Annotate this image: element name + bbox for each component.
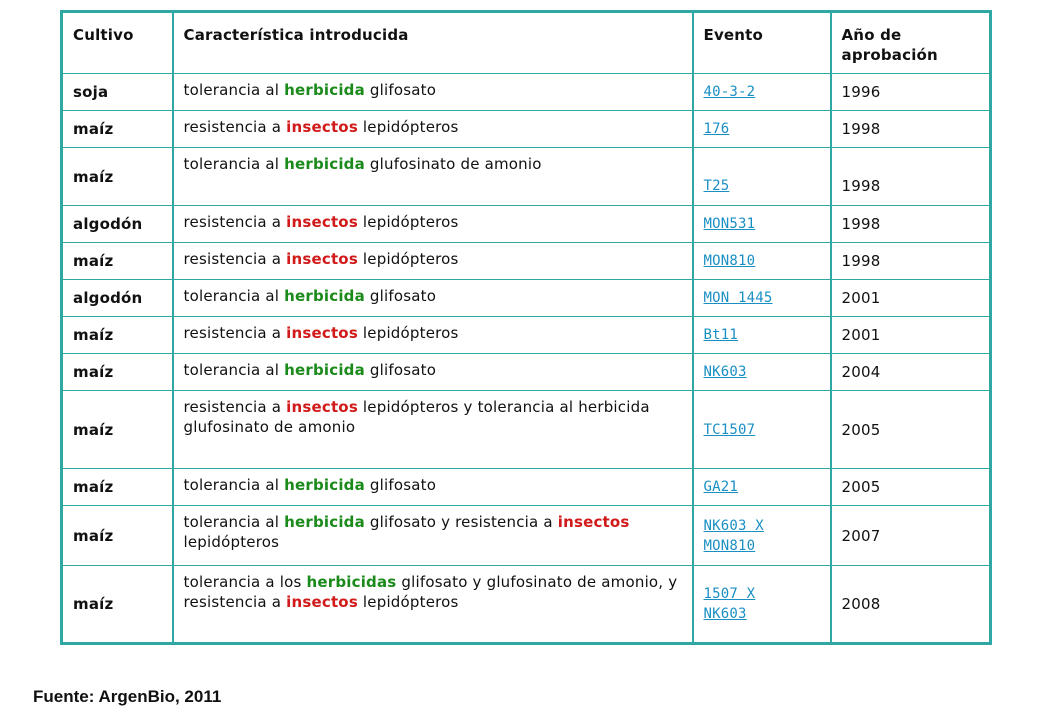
year-cell: 1998 (831, 243, 991, 280)
crop-cell: maíz (62, 317, 173, 354)
feature-cell: tolerancia al herbicida glifosato (173, 354, 693, 391)
feature-cell: resistencia a insectos lepidópteros y tolerancia al herbicida glufosinato de amonio (173, 391, 693, 469)
event-cell (693, 111, 831, 148)
header-feature: Característica introducida (173, 12, 693, 74)
year-cell: 2001 (831, 280, 991, 317)
table-row (62, 74, 991, 111)
event-cell (693, 354, 831, 391)
keyword-insects: insectos (286, 213, 358, 231)
crop-cell: maíz (62, 354, 173, 391)
table-header-row (62, 12, 991, 74)
crop-cell: algodón (62, 206, 173, 243)
crop-cell: maíz (62, 148, 173, 206)
event-cell (693, 280, 831, 317)
table-row (62, 243, 991, 280)
keyword-herbicide: herbicida (284, 361, 365, 379)
gm-crops-approval-table (60, 10, 992, 645)
feature-cell: tolerancia al herbicida glifosato y resistencia a insectos lepidópteros (173, 506, 693, 566)
feature-cell: tolerancia al herbicida glifosato (173, 74, 693, 111)
feature-cell: resistencia a insectos lepidópteros (173, 111, 693, 148)
event-link[interactable]: T25 (703, 177, 730, 194)
keyword-herbicide: herbicida (284, 513, 365, 531)
event-cell (693, 243, 831, 280)
event-cell (693, 566, 831, 644)
header-year: Año de aprobación (831, 12, 991, 74)
year-cell: 2005 (831, 391, 991, 469)
year-cell: 1998 (831, 111, 991, 148)
event-link[interactable]: NK603 X MON810 (703, 517, 764, 554)
feature-cell: resistencia a insectos lepidópteros (173, 317, 693, 354)
event-cell (693, 206, 831, 243)
event-cell (693, 317, 831, 354)
keyword-insects: insectos (286, 324, 358, 342)
table-row (62, 469, 991, 506)
keyword-herbicide: herbicida (284, 155, 365, 173)
table-row (62, 506, 991, 566)
feature-cell: resistencia a insectos lepidópteros (173, 206, 693, 243)
feature-cell: tolerancia a los herbicidas glifosato y glufosinato de amonio, y resistencia a insectos lepidópteros (173, 566, 693, 644)
crop-cell: algodón (62, 280, 173, 317)
feature-cell: tolerancia al herbicida glifosato (173, 280, 693, 317)
year-cell: 2004 (831, 354, 991, 391)
event-link[interactable]: Bt11 (703, 327, 739, 343)
event-link[interactable]: 40-3-2 (703, 84, 756, 100)
year-cell: 2008 (831, 566, 991, 644)
event-cell (693, 148, 831, 206)
feature-cell: tolerancia al herbicida glifosato (173, 469, 693, 506)
keyword-herbicide: herbicida (284, 81, 365, 99)
event-cell (693, 469, 831, 506)
crop-cell: soja (62, 74, 173, 111)
event-link[interactable]: MON 1445 (703, 290, 773, 306)
crop-cell: maíz (62, 391, 173, 469)
table-row (62, 280, 991, 317)
table-row (62, 317, 991, 354)
table-row (62, 206, 991, 243)
table-row (62, 566, 991, 644)
keyword-insects: insectos (286, 398, 358, 416)
keyword-insects: insectos (286, 593, 358, 611)
event-cell (693, 506, 831, 566)
table-row (62, 111, 991, 148)
event-link[interactable]: GA21 (703, 479, 739, 495)
keyword-herbicides: herbicidas (306, 573, 397, 591)
event-link[interactable]: MON810 (703, 253, 756, 269)
feature-cell: resistencia a insectos lepidópteros (173, 243, 693, 280)
year-cell: 1998 (831, 206, 991, 243)
event-link[interactable]: NK603 (703, 364, 747, 380)
keyword-insects: insectos (557, 513, 630, 531)
table-row (62, 391, 991, 469)
event-link[interactable]: TC1507 (703, 421, 756, 438)
header-crop: Cultivo (62, 12, 173, 74)
year-cell: 2001 (831, 317, 991, 354)
event-cell (693, 391, 831, 469)
crop-cell: maíz (62, 566, 173, 644)
approval-table-container (60, 10, 989, 645)
crop-cell: maíz (62, 469, 173, 506)
keyword-insects: insectos (286, 118, 358, 136)
event-cell (693, 74, 831, 111)
event-link[interactable]: MON531 (703, 216, 756, 232)
keyword-herbicide: herbicida (284, 476, 365, 494)
year-cell: 2005 (831, 469, 991, 506)
crop-cell: maíz (62, 243, 173, 280)
year-cell: 2007 (831, 506, 991, 566)
crop-cell: maíz (62, 111, 173, 148)
table-row (62, 354, 991, 391)
header-event: Evento (693, 12, 831, 74)
crop-cell: maíz (62, 506, 173, 566)
year-cell: 1998 (831, 148, 991, 206)
table-row (62, 148, 991, 206)
keyword-herbicide: herbicida (284, 287, 365, 305)
event-link[interactable]: 1507 X NK603 (703, 586, 756, 622)
event-link[interactable]: 176 (703, 121, 730, 137)
feature-cell: tolerancia al herbicida glufosinato de amonio (173, 148, 693, 206)
keyword-insects: insectos (286, 250, 358, 268)
year-cell: 1996 (831, 74, 991, 111)
source-caption: Fuente: ArgenBio, 2011 (33, 687, 222, 706)
